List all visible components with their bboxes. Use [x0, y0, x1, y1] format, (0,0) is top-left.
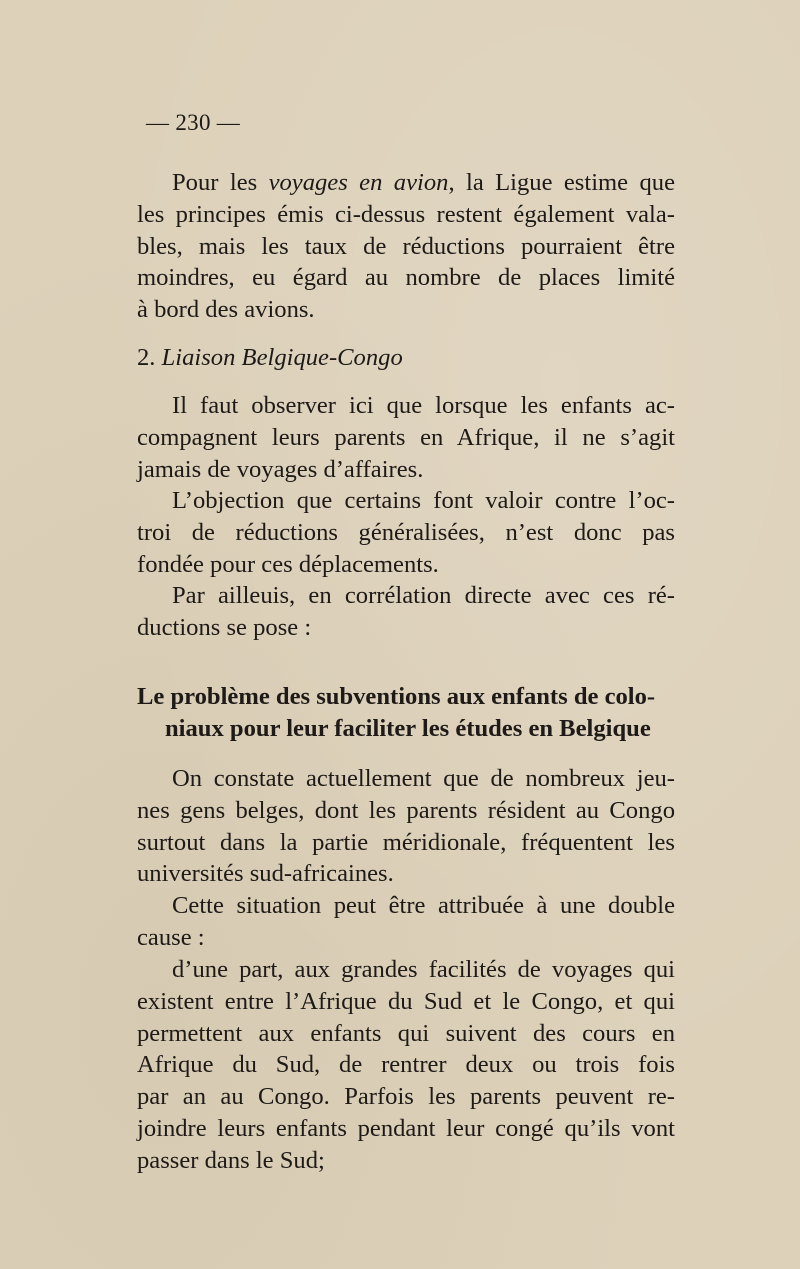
intro-line-3: bles, mais les taux de réductions pourraient être: [137, 232, 675, 260]
para-e-line-2: cause :: [137, 923, 205, 951]
para-f-line-5: par an au Congo. Parfois les parents peuvent re-: [137, 1083, 675, 1111]
para-f-line-2: existent entre l’Afrique du Sud et le Congo, et qui: [137, 987, 675, 1015]
para-d-line-3: surtout dans la partie méridionale, fréquentent les: [137, 828, 675, 856]
paragraph-e: [137, 890, 675, 954]
section-title-text: Liaison Belgique-Congo: [161, 344, 403, 371]
para-d-line-2: nes gens belges, dont les parents résident au Congo: [137, 796, 675, 824]
para-d-line-1: On constate actuellement que de nombreux jeu-: [172, 765, 675, 792]
para-a-line-3: jamais de voyages d’affaires.: [137, 455, 424, 483]
intro-line-5: à bord des avions.: [137, 296, 315, 324]
para-c-line-1: Par ailleuis, en corrélation directe avec ces ré-: [172, 582, 675, 609]
para-e-line-1: Cette situation peut être attribuée à une double: [172, 892, 675, 919]
intro-paragraph: [137, 167, 675, 326]
para-b-line-3: fondée pour ces déplacements.: [137, 550, 439, 578]
para-a-line-1: Il faut observer ici que lorsque les enfants ac-: [172, 392, 675, 419]
paragraph-d: [137, 763, 675, 890]
para-c-line-2: ductions se pose :: [137, 613, 312, 641]
bold-heading: [137, 681, 677, 745]
para-b-line-2: troi de réductions généralisées, n’est donc pas: [137, 518, 675, 546]
para-b-line-1: L’objection que certains font valoir contre l’oc-: [172, 487, 675, 514]
paragraph-f: [137, 954, 675, 1177]
para-f-line-4: Afrique du Sud, de rentrer deux ou trois fois: [137, 1051, 675, 1079]
paragraph-c: [137, 580, 675, 644]
para-f-line-7: passer dans le Sud;: [137, 1146, 325, 1174]
para-d-line-4: universités sud-africaines.: [137, 860, 394, 888]
intro-line-4: moindres, eu égard au nombre de places limité: [137, 264, 675, 292]
para-a-line-2: compagnent leurs parents en Afrique, il ne s’agit: [137, 423, 675, 451]
intro-line-2: les principes émis ci-dessus restent également vala-: [137, 200, 675, 228]
para-f-line-6: joindre leurs enfants pendant leur congé qu’ils vont: [137, 1114, 675, 1142]
section-title: [137, 342, 403, 374]
heading-line-2: niaux pour leur faciliter les études en Belgique: [165, 715, 651, 742]
para-f-line-1: d’une part, aux grandes facilités de voyages qui: [172, 956, 675, 983]
italic-phrase: voyages en avion: [268, 169, 449, 196]
paragraph-b: [137, 485, 675, 580]
para-f-line-3: permettent aux enfants qui suivent des cours en: [137, 1019, 675, 1047]
page-number: — 230 —: [146, 110, 241, 135]
section-number: 2.: [137, 344, 162, 371]
paragraph-a: [137, 390, 675, 485]
heading-line-1: Le problème des subventions aux enfants de colo-: [137, 683, 656, 710]
intro-line-1: Pour les voyages en avion, la Ligue estime que: [172, 169, 675, 196]
